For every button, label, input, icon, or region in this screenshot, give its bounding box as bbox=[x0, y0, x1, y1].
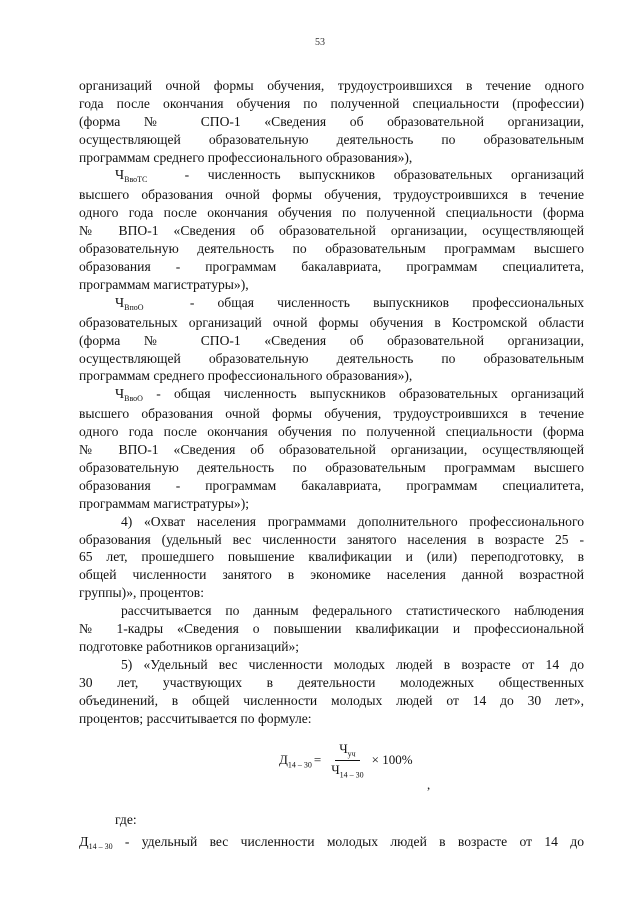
text-line: (форма № СПО-1 «Сведения об образовательной организации, bbox=[79, 332, 584, 348]
page-number: 53 bbox=[315, 37, 325, 48]
text-line: осуществляющей образовательную деятельность по образовательным bbox=[79, 131, 584, 147]
text-line: образовательную деятельность по образовательным программам высшего bbox=[79, 241, 584, 257]
definition-line: $Ч_{ВпоО}$ - общая численность выпускников профессиональных bbox=[79, 294, 584, 314]
text-line: высшего образования очной формы обучения, трудоустроившихся в течение bbox=[79, 187, 584, 203]
text-line: программам среднего профессионального образования»), bbox=[79, 149, 413, 165]
symbol-ch-vpoo: $Ч_{ВпоО}$ bbox=[115, 295, 144, 312]
text-line: образования (удельный вес численности занятого населения в возрасте 25 - bbox=[79, 531, 584, 547]
text-line: образовательную деятельность по образовательным программам высшего bbox=[79, 460, 584, 476]
text-line: 30 лет, участвующих в деятельности молодежных общественных bbox=[79, 674, 584, 690]
text-line: объединений, в общей численности молодых людей от 14 до 30 лет», bbox=[79, 692, 584, 708]
symbol-ch-vvoo: $Ч_{ВвоО}$ bbox=[115, 387, 143, 404]
formula-denominator: $Ч_{14 - 30}$ bbox=[331, 761, 364, 780]
text-line: 4) «Охват населения программами дополнительного профессионального bbox=[121, 513, 584, 529]
text-line: 5) «Удельный вес численности молодых людей в возрасте от 14 до bbox=[121, 656, 584, 672]
definition-line: $Д_{14 - 30}$ - удельный вес численности молодых людей в возрасте от 14 до bbox=[79, 833, 584, 855]
text-line: одного года после окончания обучения по полученной специальности (форма bbox=[79, 424, 584, 440]
formula bbox=[279, 741, 413, 779]
text-line: образования - программам бакалавриата, программам специалитета, bbox=[79, 477, 584, 493]
text-line: организаций очной формы обучения, трудоустроившихся в течение одного bbox=[79, 78, 584, 93]
formula-lhs: $Д_{14 - 30}$ bbox=[279, 751, 312, 770]
text-line: высшего образования очной формы обучения, трудоустроившихся в течение bbox=[79, 406, 584, 422]
text-line: программам среднего профессионального образования»), bbox=[79, 368, 413, 384]
formula-multiplier: × 100% bbox=[371, 752, 413, 768]
text-line: года после окончания обучения по полученной специальности (профессии) bbox=[79, 95, 584, 111]
text-line: общей численности занятого в экономике населения данной возрастной bbox=[79, 567, 584, 583]
formula-fraction bbox=[327, 741, 367, 779]
definition-line: $Ч_{ВвоО}$ - общая численность выпускников образовательных организаций bbox=[79, 385, 584, 405]
symbol-d-14-30: $Д_{14 - 30}$ bbox=[79, 835, 113, 852]
text-line: программам магистратуры»), bbox=[79, 276, 249, 292]
formula-block bbox=[79, 727, 584, 805]
text-line: № ВПО-1 «Сведения об образовательной организации, осуществляющей bbox=[79, 223, 584, 239]
text-line: осуществляющей образовательную деятельность по образовательным bbox=[79, 350, 584, 366]
symbol-ch-vvotc: $Ч_{ВвоТС}$ bbox=[115, 168, 148, 185]
text-line: программам магистратуры»); bbox=[79, 495, 250, 511]
page-body bbox=[79, 77, 584, 855]
text-line: где: bbox=[115, 812, 137, 828]
formula-comma: , bbox=[427, 777, 431, 793]
text-line: № ВПО-1 «Сведения об образовательной организации, осуществляющей bbox=[79, 442, 584, 458]
text-line: одного года после окончания обучения по полученной специальности (форма bbox=[79, 205, 584, 221]
formula-equals: = bbox=[313, 752, 322, 768]
formula-numerator: $Ч_{уч}$ bbox=[335, 741, 359, 761]
text-line: (форма № СПО-1 «Сведения об образовательной организации, bbox=[79, 113, 584, 129]
text-line: образовательных организаций очной формы обучения в Костромской области bbox=[79, 314, 584, 330]
text-line: рассчитывается по данным федерального статистического наблюдения bbox=[121, 603, 584, 619]
text-line: образования - программам бакалавриата, программам специалитета, bbox=[79, 259, 584, 275]
text-line: подготовке работников организаций»; bbox=[79, 638, 300, 654]
definition-line: $Ч_{ВвоТС}$ - численность выпускников образовательных организаций bbox=[79, 166, 584, 186]
text-line: 65 лет, прошедшего повышение квалификации и (или) переподготовку, в bbox=[79, 549, 584, 565]
text-line: группы)», процентов: bbox=[79, 585, 204, 601]
text-line: № 1-кадры «Сведения о повышении квалификации и профессиональной bbox=[79, 621, 584, 637]
text-line: процентов; рассчитывается по формуле: bbox=[79, 710, 312, 726]
